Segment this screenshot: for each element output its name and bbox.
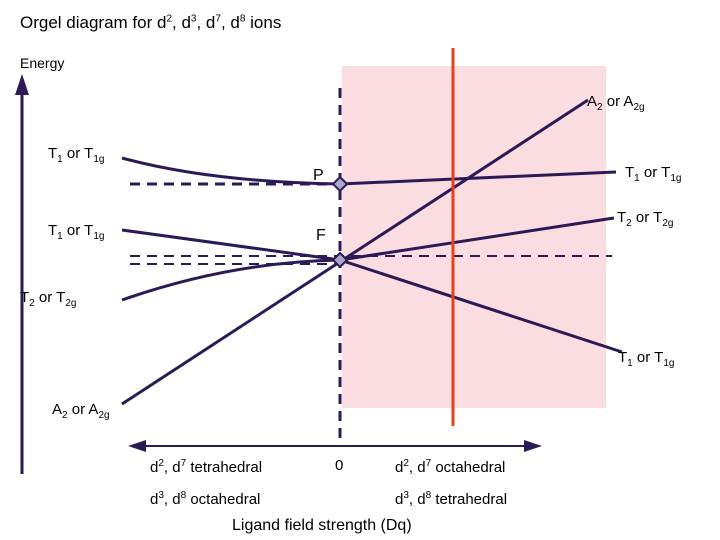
right-term-T1-upper: $T_1$ or $T_{1g}$ <box>625 164 682 184</box>
left-term-T1-upper: $T_1$ or $T_{1g}$ <box>48 145 105 165</box>
right-term-A2: $A_2$ or $A_{2g}$ <box>587 93 645 113</box>
free-ion-P-label: P <box>313 167 324 184</box>
x-axis-label: Ligand field strength (Dq) <box>232 517 412 534</box>
left-term-T1-lower: $T_1$ or $T_{1g}$ <box>48 222 105 242</box>
highlight-region <box>342 66 606 408</box>
label-left-bottom: $d^3$, $d^8$ octahedral <box>150 490 261 508</box>
curve-T1-upper-left <box>122 158 340 184</box>
left-term-T2: $T_2$ or $T_{2g}$ <box>20 289 77 309</box>
label-left-top: $d^2$, $d^7$ tetrahedral <box>150 458 263 476</box>
origin-label: 0 <box>335 457 344 474</box>
curve-T2-left <box>122 260 340 300</box>
right-term-T1-lower: $T_1$ or $T_{1g}$ <box>618 349 675 369</box>
x-axis-arrow-right <box>524 440 542 452</box>
label-right-bottom: $d^3$, $d^8$ tetrahedral <box>395 490 508 508</box>
label-right-top: $d^2$, $d^7$ octahedral <box>395 458 506 476</box>
right-term-T2: $T_2$ or $T_{2g}$ <box>617 209 674 229</box>
diagram-title: Orgel diagram for $d^2$, $d^3$, $d^7$, $d^8$ ions <box>20 13 282 32</box>
free-ion-F-label: F <box>316 227 326 244</box>
y-axis-arrow <box>15 74 29 95</box>
x-axis-arrow-left <box>128 440 146 452</box>
y-axis-label: Energy <box>20 55 65 71</box>
left-term-A2: $A_2$ or $A_{2g}$ <box>52 401 110 421</box>
